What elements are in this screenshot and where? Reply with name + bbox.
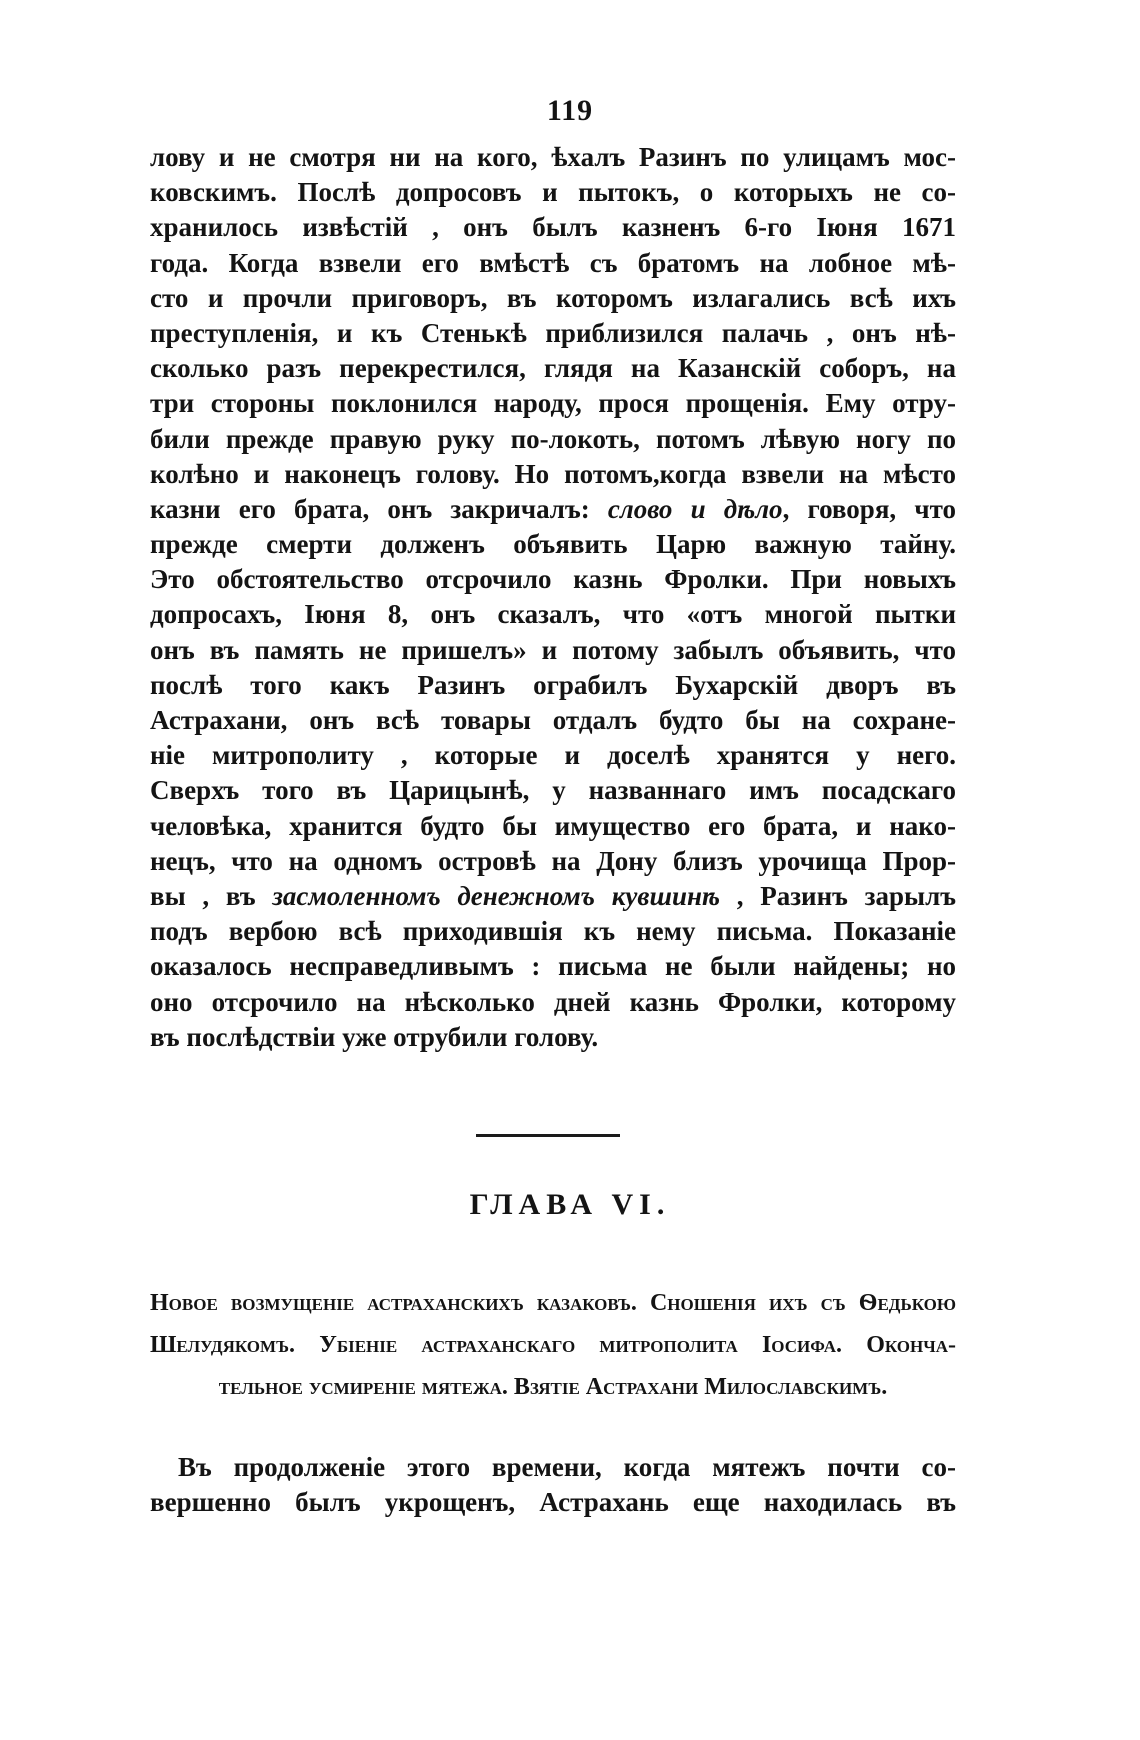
- text-line: хранилось извѣстій , онъ былъ казненъ 6-го Іюня 1671: [150, 212, 956, 243]
- text-line: колѣно и наконецъ голову. Но потомъ,когда взвели на мѣсто: [150, 458, 956, 489]
- text-segment: вы , въ: [150, 880, 273, 911]
- text-line: онъ въ память не пришелъ» и потому забылъ объявить, что: [150, 634, 956, 665]
- text-line: Сверхъ того въ Царицынѣ, у названнаго имъ посадскаго: [150, 775, 956, 806]
- text-line: допросахъ, Іюня 8, онъ сказалъ, что «отъ многой пытки: [150, 599, 956, 630]
- text-line: Въ продолженіе этого времени, когда мятежъ почти со-: [178, 1452, 956, 1482]
- text-line: ковскимъ. Послѣ допросовъ и пытокъ, о которыхъ не со-: [150, 177, 956, 208]
- text-line: Астрахани, онъ всѣ товары отдалъ будто бы на сохране-: [150, 705, 956, 735]
- italic-phrase: слово и дѣло: [607, 493, 783, 524]
- text-line: вершенно былъ укрощенъ, Астрахань еще находилась въ: [150, 1487, 956, 1518]
- text-line: Это обстоятельство отсрочило казнь Фролки. При новыхъ: [150, 564, 956, 595]
- text-segment: , говоря, что: [782, 493, 956, 524]
- text-line: три стороны поклонился народу, прося прощенія. Ему отру-: [150, 388, 956, 419]
- chapter-summary: [150, 1282, 956, 1408]
- italic-phrase: засмоленномъ денежномъ кувшинѣ: [272, 880, 720, 911]
- text-line-with-italic: [150, 879, 956, 914]
- text-line: прежде смерти долженъ объявить Царю важную тайну.: [150, 529, 956, 560]
- text-line: били прежде правую руку по-локоть, потомъ лѣвую ногу по: [150, 423, 956, 454]
- text-line: сколько разъ перекрестился, глядя на Казанскій соборъ, на: [150, 353, 956, 384]
- text-line: сто и прочли приговоръ, въ которомъ излагались всѣ ихъ: [150, 282, 956, 313]
- text-line: года. Когда взвели его вмѣстѣ съ братомъ на лобное мѣ-: [150, 247, 956, 278]
- text-segment: казни его брата, онъ закричалъ:: [150, 493, 608, 524]
- summary-line: тельное усмиреніе мятежа. Взятіе Астрахани Милославскимъ.: [218, 1374, 888, 1400]
- text-line: подъ вербою всѣ приходившія къ нему письма. Показаніе: [150, 916, 956, 947]
- text-line: послѣ того какъ Разинъ ограбилъ Бухарскій дворъ въ: [150, 669, 956, 700]
- summary-line: Шелудякомъ. Убіеніе астраханскаго митрополита Іосифа. Оконча-: [150, 1332, 956, 1358]
- text-line: ніе митрополиту , которые и доселѣ хранятся у него.: [150, 740, 956, 771]
- page-number: 119: [546, 94, 594, 127]
- summary-line: Новое возмущеніе астраханскихъ казаковъ. Сношенія ихъ съ Ѳедькою: [150, 1290, 956, 1316]
- text-line: въ послѣдствіи уже отрубили голову.: [150, 1021, 599, 1052]
- main-paragraph: [150, 140, 956, 1055]
- text-line: оно отсрочило на нѣсколько дней казнь Фролки, которому: [150, 986, 956, 1017]
- text-line: лову и не смотря ни на кого, ѣхалъ Разинъ по улицамъ мос-: [150, 142, 956, 172]
- text-line: человѣка, хранится будто бы имущество его брата, и нако-: [150, 810, 956, 841]
- second-paragraph: [150, 1450, 956, 1520]
- text-segment: , Разинъ зарылъ: [719, 880, 956, 911]
- text-line: оказалось несправедливымъ : письма не были найдены; но: [150, 951, 956, 982]
- text-line: преступленія, и къ Стенькѣ приблизился палачь , онъ нѣ-: [150, 317, 956, 348]
- text-line-with-italic: [150, 492, 956, 527]
- chapter-title: ГЛАВА VI.: [469, 1188, 671, 1221]
- section-divider: [476, 1134, 620, 1137]
- text-line: нецъ, что на одномъ островѣ на Дону близъ урочища Прор-: [150, 845, 956, 876]
